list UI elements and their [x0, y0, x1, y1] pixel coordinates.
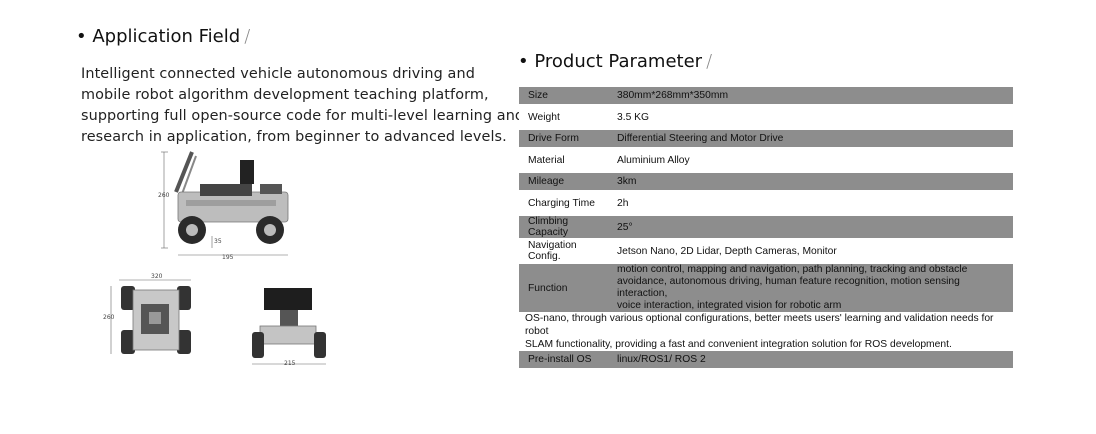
- param-label: Navigation Config.: [528, 240, 577, 262]
- robot-rear-view-diagram: [250, 286, 328, 368]
- param-label: Pre-install OS: [528, 354, 592, 365]
- robot-side-view-drawing: [160, 150, 295, 260]
- param-label: Function: [528, 282, 568, 294]
- side-clearance-label: 35: [214, 238, 222, 245]
- table-row: [519, 264, 1013, 312]
- product-parameter-title: Product Parameter: [534, 51, 703, 72]
- param-value: Differential Steering and Motor Drive: [617, 133, 784, 144]
- application-field-heading: • Application Field /: [76, 26, 251, 47]
- param-value: 25°: [617, 221, 633, 233]
- title-slash: /: [244, 26, 251, 47]
- description-line: Intelligent connected vehicle autonomous driving and: [81, 66, 475, 82]
- function-line: avoidance, autonomous driving, human feature recognition, motion sensing interaction,: [617, 276, 960, 299]
- product-parameter-heading: • Product Parameter /: [518, 51, 713, 72]
- table-row: [519, 190, 1013, 216]
- param-value: Aluminium Alloy: [617, 154, 690, 166]
- table-row: [519, 104, 1013, 130]
- side-height-label: 260: [158, 192, 170, 199]
- table-row: [519, 173, 1013, 190]
- note-line: OS-nano, through various optional configurations, better meets users' learning and validation needs for robot: [525, 313, 994, 337]
- top-length-label: 260: [103, 314, 115, 321]
- param-value: 2h: [617, 197, 629, 209]
- note-text: [519, 312, 1013, 351]
- table-row: [519, 216, 1013, 238]
- title-slash: /: [706, 51, 713, 72]
- table-row: [519, 147, 1013, 173]
- function-line: voice interaction, integrated vision for robotic arm: [617, 300, 842, 311]
- param-value: 3.5 KG: [617, 111, 650, 123]
- param-label: Drive Form: [528, 133, 579, 144]
- note-row: [519, 312, 1013, 351]
- table-row: [519, 130, 1013, 147]
- side-wheelbase-label: 195: [222, 254, 234, 261]
- product-parameter-table: [519, 87, 1013, 368]
- description-line: mobile robot algorithm development teaching platform,: [81, 87, 489, 103]
- application-field-title: Application Field: [92, 26, 241, 47]
- param-label: Climbing Capacity: [528, 216, 569, 238]
- table-row: [519, 87, 1013, 104]
- description-line: supporting full open-source code for multi-level learning and: [81, 108, 525, 124]
- param-label: Material: [528, 154, 565, 166]
- top-width-label: 320: [151, 273, 163, 280]
- note-line: SLAM functionality, providing a fast and convenient integration solution for ROS development.: [525, 339, 952, 350]
- param-value: [608, 264, 1013, 312]
- robot-top-view-diagram: [103, 273, 199, 358]
- param-value: 380mm*268mm*350mm: [617, 90, 729, 101]
- table-row: [519, 351, 1013, 368]
- param-label: Weight: [528, 111, 560, 123]
- description-line: research in application, from beginner to advanced levels.: [81, 129, 507, 145]
- robot-rear-view-drawing: [250, 286, 328, 368]
- application-description: [81, 64, 525, 148]
- rear-track-label: 215: [284, 360, 296, 367]
- param-value: 3km: [617, 176, 637, 187]
- param-label: Size: [528, 90, 549, 101]
- function-line: motion control, mapping and navigation, path planning, tracking and obstacle: [617, 264, 968, 275]
- table-row: [519, 238, 1013, 264]
- robot-side-view-diagram: [160, 150, 295, 260]
- param-label: Charging Time: [528, 197, 595, 209]
- param-value: Jetson Nano, 2D Lidar, Depth Cameras, Monitor: [617, 245, 837, 257]
- param-label: Mileage: [528, 176, 565, 187]
- robot-top-view-drawing: [107, 276, 199, 358]
- param-value: linux/ROS1/ ROS 2: [617, 354, 706, 365]
